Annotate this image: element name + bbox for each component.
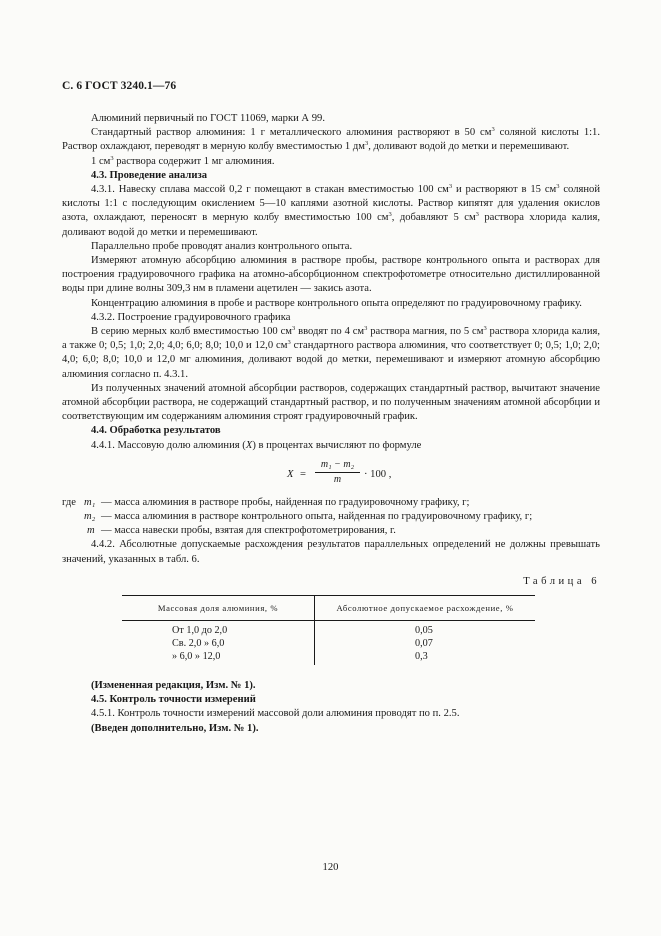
variable-m2-description: — масса алюминия в растворе контрольного опыта, найденная по градуировочному графику, г; — [101, 511, 533, 523]
table-row — [122, 637, 535, 650]
paragraph-4-5-1: 4.5.1. Контроль точности измерений массовой доли алюминия проводят по п. 2.5. — [91, 708, 460, 720]
table-cell-value: 0,05 — [415, 625, 433, 637]
table-cell-value: 0,3 — [415, 651, 428, 663]
where-line-m — [62, 524, 600, 538]
paragraph-4-4-2: 4.4.2. Абсолютные допускаемые расхождения результатов параллельных определений не должны превышать значений, указанных в табл. 6. — [62, 539, 600, 565]
section-heading-4-5: 4.5. Контроль точности измерений — [91, 694, 256, 706]
page-number: 120 — [322, 862, 339, 873]
section-heading-4-3: 4.3. Проведение анализа — [91, 169, 207, 181]
section-heading-4-3-2: 4.3.2. Построение градуировочного графика — [91, 311, 291, 323]
formula-numerator: m₁ − m₂ — [315, 458, 360, 473]
document-body — [62, 112, 600, 736]
variable-m2: m₂ — [84, 511, 96, 523]
paragraph-4-4-1: 4.4.1. Массовую долю алюминия (X) в процентах вычисляют по формуле — [91, 439, 422, 451]
paragraph-standard-solution: Стандартный раствор алюминия: 1 г металлического алюминия растворяют в 50 $см^3$ соляной кислоты 1:1. Раствор охлаждают, переводят в мерную колбу вместимостью 1 $дм^3$, доливают водой до метки и перемешивают. — [62, 126, 601, 153]
table-cell-value: 0,07 — [415, 638, 433, 650]
paragraph-calibration-graph: Из полученных значений атомной абсорбции растворов, содержащих стандартный раствор, вычитают значение атомной абсорбции раствора, не содержащий стандартный раствор, и по полученным значениям атомной абсорбции и соответствующим им содержаниям алюминия строят градуировочный график. — [62, 382, 600, 423]
table-header-fraction: Массовая доля алюминия, % — [122, 596, 315, 621]
table-cell-range: От 1,0 до 2,0 — [122, 621, 315, 638]
paragraph-calibration-series: В серию мерных колб вместимостью 100 $см^3$ вводят по 4 $см^3$ раствора магния, по 5 $см^3$ раствора хлорида калия, а также 0; 0,5; 1,0; 2,0; 4,0; 6,0; 8,0; 10,0 и 12,0 $см^3$ стандартного раствора алюминия, что соответствует 0; 0,5; 1,0; 2,0; 4,0; 6,0; 8,0; 10,0 и 12,0 мг алюминия, доливают водой до метки, перемешивают и измеряют атомную абсорбцию алюминия согласно п. 4.3.1. — [62, 325, 601, 380]
page-header: С. 6 ГОСТ 3240.1—76 — [62, 80, 177, 92]
paragraph-control-experiment: Параллельно пробе проводят анализ контрольного опыта. — [91, 240, 353, 252]
formula-multiplier: · 100 , — [364, 468, 392, 480]
table-caption: Таблица 6 — [523, 575, 600, 587]
formula-equals: = — [300, 468, 306, 480]
formula-lhs: X — [287, 468, 294, 480]
where-line-m1 — [62, 496, 600, 510]
paragraph-aluminium-grade: Алюминий первичный по ГОСТ 11069, марки А 99. — [91, 113, 325, 124]
variable-m1: m₁ — [84, 496, 96, 508]
amendment-note-2: (Введен дополнительно, Изм. № 1). — [91, 722, 259, 734]
amendment-note-1: (Измененная редакция, Изм. № 1). — [91, 680, 256, 692]
paragraph-measurement: Измеряют атомную абсорбцию алюминия в растворе пробы, растворе контрольного опыта и растворах для построения градуировочного графика на атомно-абсорбционном спектрофотометре относительно дистиллированной воды при длине волны 309,3 нм в пламени ацетилен — закись азота. — [62, 255, 600, 295]
variable-m: m — [87, 525, 95, 537]
variable-m-description: — масса навески пробы, взятая для спектрофотометрирования, г. — [101, 525, 396, 537]
table-header-discrepancy: Абсолютное допускаемое расхождение, % — [315, 596, 536, 621]
formula-denominator: m — [333, 473, 342, 485]
table-6 — [122, 595, 535, 665]
section-heading-4-4: 4.4. Обработка результатов — [91, 425, 221, 437]
formula-fraction — [315, 458, 360, 486]
where-line-m2 — [62, 510, 600, 524]
table-row — [122, 650, 535, 665]
table-cell-range: » 6,0 » 12,0 — [122, 650, 315, 665]
formula-aluminium-fraction — [62, 456, 600, 494]
paragraph-concentration: Концентрацию алюминия в пробе и растворе контрольного опыта определяют по градуировочному графику. — [91, 297, 582, 309]
table-cell-range: Св. 2,0 » 6,0 — [122, 637, 315, 650]
paragraph-4-3-1: 4.3.1. Навеску сплава массой 0,2 г помещают в стакан вместимостью 100 $см^3$ и растворяют в 15 $см^3$ соляной кислоты 1:1 с последующим окислением 5—10 каплями азотной кислоты. Раствор кипятят для удаления окислов азота, охлаждают, переносят в мерную колбу вместимостью 100 $см^3$, добавляют 5 $см^3$ раствора хлорида калия, доливают водой до метки и перемешивают. — [62, 183, 600, 238]
paragraph-solution-content: 1 $см^3$ раствора содержит 1 мг алюминия. — [91, 154, 275, 167]
where-label: где — [62, 496, 76, 508]
variable-m1-description: — масса алюминия в растворе пробы, найденная по градуировочному графику, г; — [101, 496, 470, 508]
table-row — [122, 621, 535, 638]
